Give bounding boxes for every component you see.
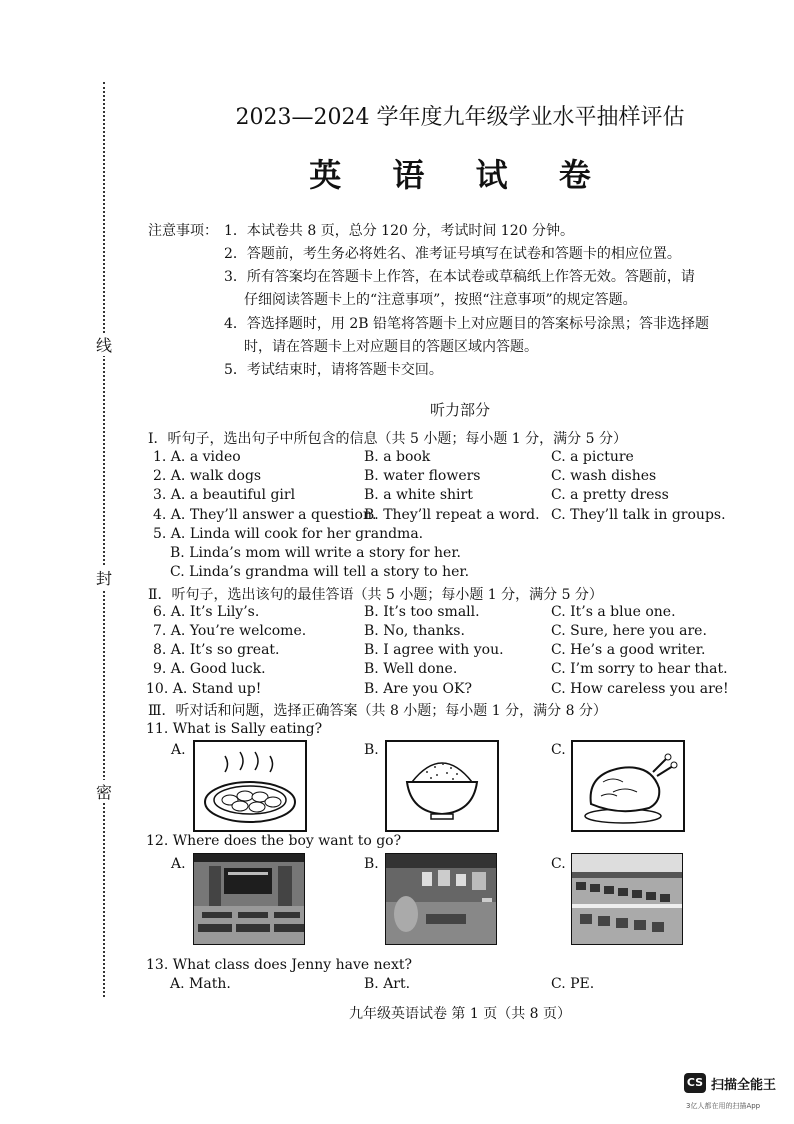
q4-option-c: C. They’ll talk in groups. bbox=[551, 507, 726, 523]
binding-line bbox=[103, 82, 105, 997]
q6-option-a: 6. A. It’s Lily’s. bbox=[153, 604, 260, 620]
subject-title: 英 语 试 卷 bbox=[309, 156, 611, 194]
q12-picture-classroom bbox=[193, 853, 305, 945]
q3-option-b: B. a white shirt bbox=[364, 487, 473, 503]
q3-option-a: 3. A. a beautiful girl bbox=[153, 487, 296, 503]
notice-item-2: 2．答题前，考生务必将姓名、准考证号填写在试卷和答题卡的相应位置。 bbox=[224, 246, 681, 262]
exam-title: 2023—2024 学年度九年级学业水平抽样评估 bbox=[235, 105, 685, 130]
q13-option-c: C. PE. bbox=[551, 976, 595, 992]
q13-option-b: B. Art. bbox=[364, 976, 411, 992]
q8-option-b: B. I agree with you. bbox=[364, 642, 504, 658]
q3-option-c: C. a pretty dress bbox=[551, 487, 669, 503]
q5-option-a: 5. A. Linda will cook for her grandma. bbox=[153, 526, 424, 542]
notice-item-4: 4．答选择题时，用 2B 铅笔将答题卡上对应题目的答案标号涂黑；答非选择题 bbox=[224, 316, 710, 332]
q5-option-c: C. Linda’s grandma will tell a story to her. bbox=[170, 564, 470, 580]
margin-mark-feng: 封 bbox=[94, 566, 114, 589]
q7-option-b: B. No, thanks. bbox=[364, 623, 465, 639]
q12-label-b: B. bbox=[364, 856, 379, 872]
part2-title: Ⅱ．听句子，选出该句的最佳答语（共 5 小题；每小题 1 分，满分 5 分） bbox=[148, 587, 603, 603]
q5-option-b: B. Linda’s mom will write a story for her. bbox=[170, 545, 461, 561]
margin-mark-mi: 密 bbox=[94, 780, 114, 803]
q11-label-b: B. bbox=[364, 742, 379, 758]
q1-option-b: B. a book bbox=[364, 449, 431, 465]
q8-option-c: C. He’s a good writer. bbox=[551, 642, 706, 658]
q9-option-b: B. Well done. bbox=[364, 661, 458, 677]
q11-picture-chicken bbox=[571, 740, 685, 832]
notice-item-5: 5．考试结束时，请将答题卡交回。 bbox=[224, 362, 443, 378]
q11-question: 11. What is Sally eating? bbox=[146, 721, 323, 737]
q6-option-b: B. It’s too small. bbox=[364, 604, 480, 620]
q4-option-b: B. They’ll repeat a word. bbox=[364, 507, 540, 523]
q12-label-c: C. bbox=[551, 856, 566, 872]
part3-title: Ⅲ．听对话和问题，选择正确答案（共 8 小题；每小题 1 分，满分 8 分） bbox=[148, 703, 607, 719]
q11-label-c: C. bbox=[551, 742, 566, 758]
q10-option-c: C. How careless you are! bbox=[551, 681, 729, 697]
q2-option-b: B. water flowers bbox=[364, 468, 481, 484]
q12-picture-art-room bbox=[385, 853, 497, 945]
q7-option-a: 7. A. You’re welcome. bbox=[153, 623, 307, 639]
camscanner-name: 扫描全能王 bbox=[711, 1078, 777, 1093]
q7-option-c: C. Sure, here you are. bbox=[551, 623, 707, 639]
notice-label: 注意事项： bbox=[148, 223, 218, 239]
q12-picture-computer-lab bbox=[571, 853, 683, 945]
q1-option-c: C. a picture bbox=[551, 449, 634, 465]
notice-item-3: 3．所有答案均在答题卡上作答，在本试卷或草稿纸上作答无效。答题前，请 bbox=[224, 269, 695, 285]
q12-label-a: A. bbox=[171, 856, 186, 872]
q10-option-a: 10. A. Stand up! bbox=[146, 681, 262, 697]
q11-label-a: A. bbox=[171, 742, 186, 758]
q4-option-a: 4. A. They’ll answer a question. bbox=[153, 507, 377, 523]
q12-question: 12. Where does the boy want to go? bbox=[146, 833, 402, 849]
q11-picture-rice bbox=[385, 740, 499, 832]
q11-picture-dumplings bbox=[193, 740, 307, 832]
q9-option-c: C. I’m sorry to hear that. bbox=[551, 661, 728, 677]
camscanner-logo: CS bbox=[684, 1073, 706, 1093]
part1-title: Ⅰ．听句子，选出句子中所包含的信息（共 5 小题；每小题 1 分，满分 5 分） bbox=[148, 431, 627, 447]
margin-mark-xian: 线 bbox=[94, 333, 114, 356]
q6-option-c: C. It’s a blue one. bbox=[551, 604, 676, 620]
notice-item-3-cont: 仔细阅读答题卡上的“注意事项”，按照“注意事项”的规定答题。 bbox=[244, 292, 637, 308]
q10-option-b: B. Are you OK? bbox=[364, 681, 472, 697]
q8-option-a: 8. A. It’s so great. bbox=[153, 642, 280, 658]
q2-option-a: 2. A. walk dogs bbox=[153, 468, 262, 484]
q13-option-a: A. Math. bbox=[170, 976, 231, 992]
q2-option-c: C. wash dishes bbox=[551, 468, 657, 484]
notice-item-1: 1．本试卷共 8 页，总分 120 分，考试时间 120 分钟。 bbox=[224, 223, 574, 239]
q1-option-a: 1. A. a video bbox=[153, 449, 241, 465]
camscanner-tagline: 3亿人都在用的扫描App bbox=[686, 1102, 761, 1110]
q13-question: 13. What class does Jenny have next? bbox=[146, 957, 412, 973]
listening-section-title: 听力部分 bbox=[429, 401, 490, 419]
notice-item-4-cont: 时，请在答题卡上对应题目的答题区域内答题。 bbox=[244, 339, 538, 355]
q9-option-a: 9. A. Good luck. bbox=[153, 661, 266, 677]
page-footer: 九年级英语试卷 第 1 页（共 8 页） bbox=[348, 1006, 572, 1022]
